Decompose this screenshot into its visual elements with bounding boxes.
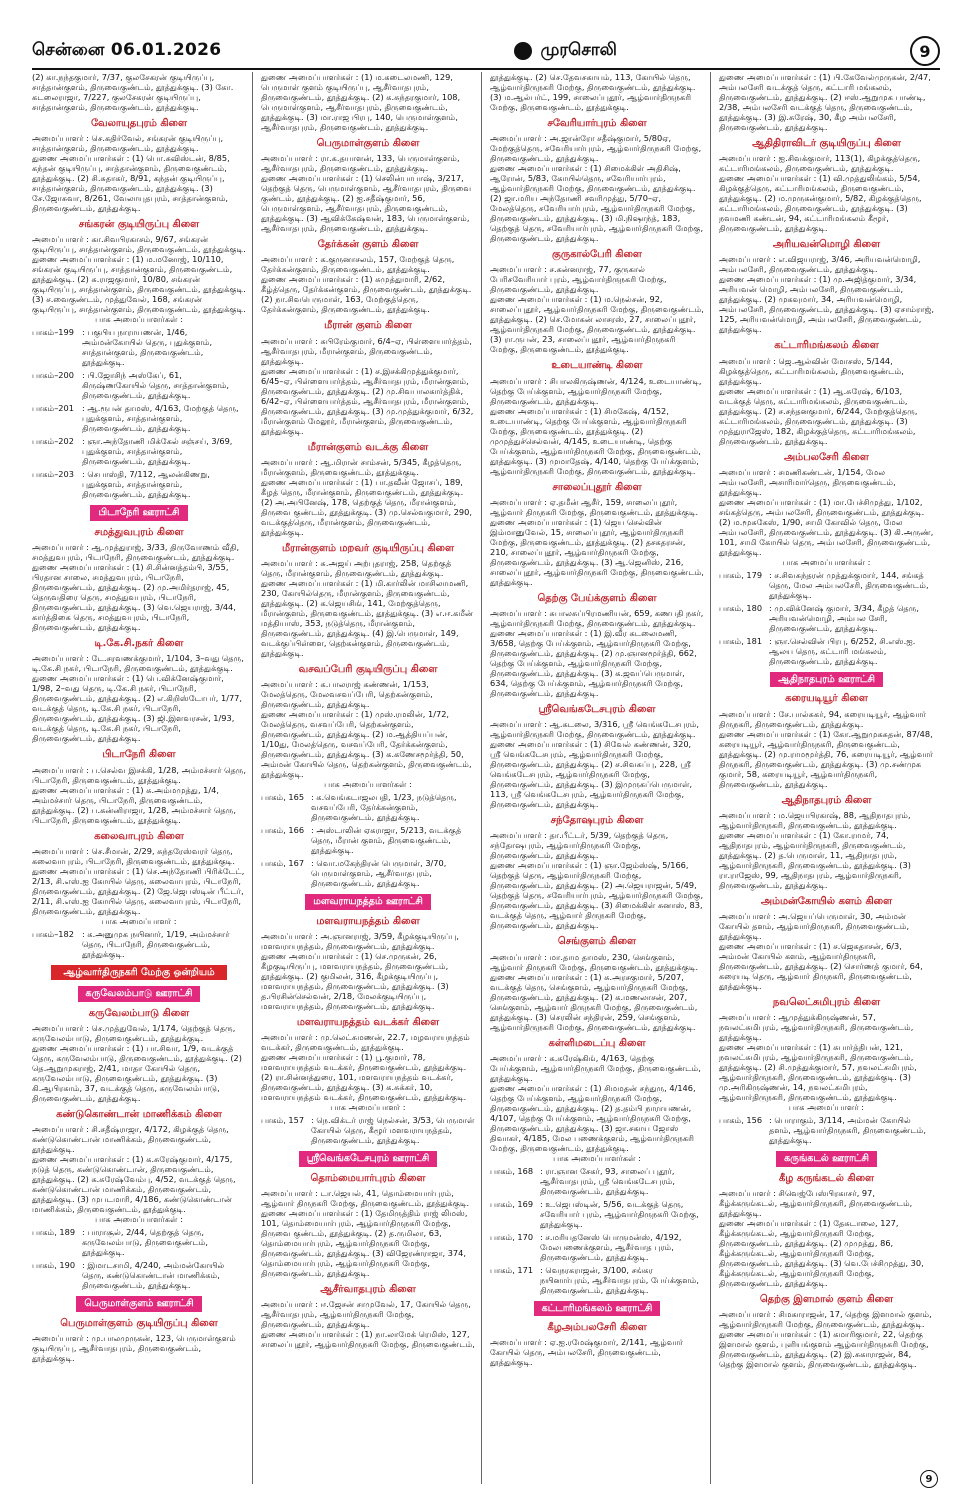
branch-heading: தெற்கு இளமால் குளம் கிளை (759, 1293, 894, 1305)
branch-heading: கள்ளிமடைப்பு கிளை (548, 1037, 646, 1049)
branch-heading: மளவராயநத்தம் வடக்கர் கிளை (296, 1016, 440, 1028)
branch-heading: சங்கரன் குடியிருப்பு கிளை (78, 219, 200, 231)
organizer-entry: துணை அமைப்பாளர்கள் : (1) பா.தவீன் ஜோசப், 189, கீழத் தெரு, மீரான்குளம், திருவைகுண்டம், தூத்துக்குடி. (2) அ.அபினேஷ், 178, தெற்குத் தெரு, மீரான்குளம், திருவை குண்டம், தூத்துக்குடி. (3) மு.செல்வகுமார், 290, வடக்குத்தெரு, மீரான்குளம், திருவைகுண்டம், தூத்துக்குடி. (261, 476, 472, 537)
organizer-entry: அமைப்பாளர் : செ.சீமான், 2/29, சுந்தரேஸ்வரர் தெரு, கலைவாபுரம், பிடாநேரி, திருவைகுண்டம், தூத்துக்குடி. (32, 845, 235, 866)
booth-organizer: : உ.ஜெபஸ்டின், 5/56, வடக்குத் தெரு, சவேரியார் புரம், ஆழ்வார்திருநகரி மேற்கு, தூத்துக்குடி. (540, 1198, 699, 1229)
organizer-entry: அமைப்பாளர் : மு.லெட்சுமணன், 22.7, மழவராயநத்தம் வடக்கர், திருவைகுண்டம், தூத்துக்குடி. (261, 1032, 470, 1053)
panchayat-banner (32, 986, 246, 1002)
branch-heading: ஆசீர்வாதபுரம் கிளை (320, 1283, 416, 1295)
branch-heading: தேர்க்கன் குளம் கிளை (317, 239, 419, 251)
booth-section-label: பாக அமைப்பாளர் : (330, 1102, 406, 1113)
organizer-entry: துணை அமைப்பாளர்கள் : (1) ம.மனோஜ், 10/110, சங்கரன் குடியிருப்பு, சாத்தான்குளம், திருவைகுண்டம், தூத்துக்குடி. (2) சு.ராஜகுமார், 10/80, சங்கரன் குடியிருப்பு, சாத்தான்குளம், திருவைகுண்டம், தூத்துக்குடி. (3) ச.வைகுண்டம், முத்துவேல், 168, சங்கரன் குடியிருப்பு, சாத்தான்குளம், திருவைகுண்டம், தூத்துக்குடி. (32, 254, 246, 315)
organizer-entry: அமைப்பாளர் : செ.முத்துவேல், 1/174, தெற்குத் தெரு, கருவேலம்பாடு, திருவைகுண்டம், தூத்துக்குடி. (32, 1023, 236, 1044)
booth-entry (719, 1115, 934, 1145)
booth-entry (32, 1260, 246, 1290)
organizer-entry: அமைப்பாளர் : மு.பாலமுருகன், 123, பெருமாள்குளம் குடியிருப்பு, ஆசீர்வாதபுரம், திருவைகுண்டம், தூத்துக்குடி. (32, 1333, 236, 1363)
column-4 (719, 72, 940, 1484)
banner-label: மளவராயநத்தம் ஊராட்சி (305, 894, 431, 910)
banner-label: பெருமாள்குளம் ஊராட்சி (76, 1296, 201, 1312)
organizer-entry: துணை அமைப்பாளர்கள் : (1) சிவேல் கண்ணன், 320, ஸ்ரீ வெங்கடேசபுரம், ஆழ்வார்திருநகரி மேற்கு, திருவைகுண்டம், தூத்துக்குடி. (2) ச.சிவசுப்பு, 228, ஸ்ரீ வெங்கடேசபுரம், ஆழ்வார்திருநகரி மேற்கு, திருவைகுண்டம், தூத்துக்குடி. (3) இமுருகப்பெருமாள், 113, ஸ்ரீ வெங்கடேசபுரம், ஆழ்வார்திருநகரி மேற்கு, திருவைகுண்டம், தூத்துக்குடி. (490, 739, 693, 810)
organizer-entry: அமைப்பாளர் : தா.பீட்டர், 5/39, தெற்குத் தெரு, சந்தோஷபுரம், ஆழ்வார்திருநகரி மேற்கு, திருவைகுண்டம், தூத்துக்குடி. (490, 830, 669, 861)
booth-section-label: பாக அமைப்பாளர்கள் : (324, 779, 412, 790)
booth-number: பாகம், 167 (261, 858, 305, 869)
organizer-entry: துணை அமைப்பாளர்கள் : (1) சு.அம்மமுத்து, 1/4, அம்மச்சார் தெரு, பிடாநேரி, திருவைகுண்டம், தூத்துக்குடி. (2) ப.கன்னிராஜா, 1/28, அம்மச்சார் தெரு, பிடாநேரி, திருவைகுண்டம், தூத்துக்குடி. (32, 784, 236, 825)
booth-entry (719, 570, 934, 600)
booth-section-label: பாக அமைப்பாளர்கள் : (553, 1152, 641, 1163)
booth-organizer: : க.வெங்கடாஜலபதி, 1/23, நடுத்தெரு, வசவப்பேரி, தேர்க்கன்குளம், திருவைகுண்டம், தூத்துக்குடி. (311, 792, 457, 823)
organizer-entry: அமைப்பாளர் : டா.ஜெயல், 41, தொம்மையார்புரம், ஆழ்வார் திருநகரி மேற்கு, திருவைகுண்டம், தூத்துக்குடி. (261, 1187, 470, 1208)
banner-label: பிடாநேரி ஊராட்சி (90, 505, 187, 521)
organizer-entry: துணை அமைப்பாளர்கள் : (1) கோ.ஆறுமுகசுதன், 87/48, கரையடியூர், ஆழ்வார்திருநகரி, திருவைகுண்டம், தூத்துக்குடி. (2) மு.ராமமூர்த்தி, 76, கரையடியூர், ஆழ்வார் திருநகரி, திருவைகுண்டம், தூத்துக்குடி. (3) மு.சண்முக குமார், 58, கரையடியூர், ஆழ்வார்திருநகரி, திருவைகுண்டம், தூத்துக்குடி. (719, 728, 934, 789)
paper-logo-icon (514, 42, 532, 60)
booth-entry (490, 1166, 704, 1196)
column-2 (261, 72, 482, 1484)
booth-entry (32, 929, 246, 959)
booth-organizer: : அஸ்டாலின் ஏகராஜா, 5/213, வடக்குத் தெரு, மீரான் குளம், திருவைகுண்டம், தூத்துக்குடி. (311, 825, 462, 856)
booth-entry (32, 1227, 246, 1257)
organizer-entry: அமைப்பாளர் : க.பாலராஜ் கண்ணன், 1/153, மேலத்தெரு, மேலவசவப்பேரி, தெற்கன்குளம், திருவைகுண்டம், தூத்துக்குடி. (261, 679, 433, 710)
branch-heading: தொம்மையார்புரம் கிளை (310, 1172, 426, 1184)
organizer-entry: துணை அமைப்பாளர்கள் : (1) சிமமதன் சந்துரு, 4/146, தெற்கு பேய்க்குளம், ஆழ்வார்திருநகரி மேற்கு, திருவைகுண்டம், தூத்துக்குடி. (2) த.தம்பி நாராயணன், 4/107, தெற்கு பேய்க்குளம், ஆழ்வார்திருநகரி மேற்கு, திருவைகுண்டம், தூத்துக்குடி. (3) ஜா.சகாய ஜோஸ் திவாகர், 4/185, மேல பணைக்குளம், ஆழ்வார்திருநகரி மேற்கு, திருவைகுண்டம், தூத்துக்குடி. (490, 1082, 696, 1153)
organizer-entry: துணை அமைப்பாளர்கள் : (1) சு.அரசகுமார், 5/207, வடக்குத் தெரு, செங்குளம், ஆழ்வார்திருநகரி மேற்கு, திருவைகுண்டம், தூத்துக்குடி. (2) க.மணலாசன், 207, செங்குளம், ஆழ்வார் திருநகரி மேற்கு, திருவைகுண்டம், தூத்துக்குடி. (3) செரலின் சந்திரன், 259, செங்குளம், ஆழ்வார்திருநகரி மேற்கு, திருவைகுண்டம், தூத்துக்குடி. (490, 971, 698, 1032)
panchayat-banner (261, 894, 475, 910)
organizer-entry: அமைப்பாளர் : சிமகாராஜன், 17, தெற்கு இளமால் குளம், ஆழ்வார்திருநகரி மேற்கு, திருவைகுண்டம், தூத்துக்குடி. (719, 1309, 932, 1330)
booth-organizer: : நெ.விக்டர் ராஜ் நெல்சன், 3/53, பெருமாள் கோயில் தெரு, கீழூர் மளவராயநத்தம், திருவைகுண்டம், தூத்துக்குடி. (311, 1115, 475, 1146)
organizer-entry: துணை அமைப்பாளர்கள் : (1) தேமிருத்திம் ராஜ் லிமஸ், 101, தொம்மையார்புரம், ஆழ்வார்திருநகரி மேற்கு, திருவை குண்டம், தூத்துக்குடி. (2) த.ருமிலா, 63, தொம்மையார்புரம், ஆழ்வார்திருநகரி மேற்கு, திருவைகுண்டம், தூத்துக்குடி. (3) விஜேரண்ராஜா, 374, தொம்மையார்புரம், ஆழ்வார்திருநகரி மேற்கு, திருவைகுண்டம், தூத்துக்குடி. (261, 1207, 468, 1278)
branch-heading: அரியவன்மொழி கிளை (772, 239, 881, 251)
organizer-entry: துணை அமைப்பாளர்கள் : (1) செ.அந்தோணி பிரிக்டேட், 2/13, சி.எஸ்.ஐ கோயில் தெரு, கலைவாபுரம், பிடாநேரி, திருவைகுண்டம், தூத்துக்குடி. (2) ஜே.ஜெபஸ்டின் பீட்டர், 2/11, சி.எஸ்.ஐ கோயில் தெரு, கலைவாபுரம், பிடாநேரி, திருவைகுண்டம், தூத்துக்குடி. (32, 865, 245, 916)
branch-heading: கீழ கருங்கடல் கிளை (778, 1172, 875, 1184)
booth-number: பாகம், 157 (261, 1115, 305, 1126)
organizer-entry: துணை அமைப்பாளர்கள் : (1) பா.சிவா, 1/9, வடக்குத் தெரு, கருவேலம்பாடு, திருவைகுண்டம், தூத்துக்குடி. (2) தெ.ஆறுமுகராஜ், 2/41, மாதா கோயில் தெரு, கருவேலம்பாடு, திருவைகுண்டம், தூத்துக்குடி. (3) கி.ஆபிரகாம், 37, வடக்குத் தெரு, கருவேலம்பாடு, திருவைகுண்டம், தூத்துக்குடி. (32, 1043, 242, 1104)
organizer-entry: அமைப்பாளர் : சமணிகண்டன், 1/154, மேல அம்பலசேரி, அசாரிமார்தெரு, திருவைகுண்டம், தூத்துக்குடி. (719, 466, 896, 497)
branch-heading: பிடாநேரி கிளை (102, 749, 176, 761)
organizer-entry: துணை அமைப்பாளர்கள் : (1) கமாரிகுமார், 22, தெற்கு இளமால் குளம், புளியங்குளம் ஆழ்வார்திருநகரி மேற்கு, திருவைகுண்டம், தூத்துக்குடி. (2) இ.சுகாராஜன், 84, தெற்கு இளமால் குளம், திருவைகுண்டம், தூத்துக்குடி. (719, 1329, 929, 1370)
booth-entry (719, 636, 934, 666)
booth-number: பாகம், 169 (490, 1198, 534, 1209)
panchayat-banner (719, 1151, 934, 1167)
banner-label: ஆதிநாதபுரம் ஊராட்சி (770, 672, 883, 688)
booth-number: பாகம், 190 (32, 1260, 76, 1271)
booth-entry (32, 436, 246, 466)
branch-heading: கரையடியூர் கிளை (785, 693, 868, 705)
branch-heading: கருவேலம்பாடு கிளை (88, 1007, 190, 1019)
branch-heading: மீரான்குளம் மறவர் குடியிருப்பு கிளை (281, 542, 455, 554)
organizer-entry: துணை அமைப்பாளர்கள் : (1) தேசுடாலை, 127, கீழ்க்கருங்கடல், ஆழ்வார்திருநகரி மேற்கு, திருவைகுண்டம், தூத்துக்குடி. (2) முமுத்து, 86, கீழ்க்கருங்கடல், ஆழ்வார்திருநகரி மேற்கு, திருவைகுண்டம், தூத்துக்குடி. (3) வெ.பேச்சிமுத்து, 30, கீழ்க்கருங்கடல், ஆழ்வார்திருநகரி மேற்கு, திருவைகுண்டம், தூத்துக்குடி. (719, 1217, 924, 1288)
organizer-entry: அமைப்பாளர் : ச.கன்னராஜ், 77, குருகால் பேரிசவேரியார் புரம், ஆழ்வார்திருநகரி மேற்கு, திருவைகுண்டம், தூத்துக்குடி. (490, 264, 667, 295)
booth-number: பாகம்–200 (32, 370, 74, 381)
branch-heading: மீரான்குளம் வடக்கு கிளை (307, 441, 429, 453)
banner-label: ஆழ்வார்திருநகரி மேற்கு ஒன்றியம் (51, 965, 226, 981)
booth-number: பாகம், 168 (490, 1165, 534, 1176)
booth-number: பாகம்–203 (32, 469, 74, 480)
booth-organizer: : பி.ஜோசிந் அஸ்கேப், 61, கிருஷ்ணகோயில் தெரு, சாத்தான்குளம், திருவைகுண்டம், தூத்துக்குடி. (82, 370, 230, 401)
organizer-entry: துணை அமைப்பாளர்கள் : (1) இ.வீர கடலைமணி, 3/658, தெற்கு பேய்க்குளம், ஆழ்வார்திருநகரி மேற்கு, திருவைகுண்டம், தூத்துக்குடி. (2) மு.ஞானமூர்த்தி, 662, தெற்கு பேய்க்குளம், ஆழ்வார்திருநகரி மேற்கு, திருவைகுண்டம், தூத்துக்குடி. (3) க.ஜவப்பெருமாள், 634, தெற்கு பேய்க்குளம், ஆழ்வார்திருநகரி மேற்கு, திருவைகுண்டம், தூத்துக்குடி. (490, 627, 697, 698)
branch-heading: பெருமாள்குளம் குடியிருப்பு கிளை (60, 1317, 218, 1329)
booth-entry (261, 792, 475, 822)
organizer-entry: அமைப்பாளர் : ரா.க.தயாளன், 133, பெருமாள்குளம், ஆசீர்வாதபுரம், திருவைகுண்டம், தூத்துக்குடி. (261, 153, 460, 174)
branch-heading: நவலெட்சுமிபுரம் கிளை (772, 996, 881, 1008)
organizer-entry: துணை அமைப்பாளர்கள் : (1) மா.பேச்சிமுத்து, 1/102, சங்கத்தெரு, அம்பலசேரி, திருவைகுண்டம், தூத்துக்குடி. (2) ம.மூசுகேஸ், 1/90, சாமி கோவில் தெரு, மேல அம்பலசேரி, திருவைகுண்டம், தூத்துக்குடி. (3) கி.அருண், 101, சாமி கோயில் தெரு, அம்பலசேரி, திருவைகுண்டம், தூத்துக்குடி. (719, 496, 934, 557)
article-columns (32, 72, 940, 1484)
footer-page-number: 9 (920, 1470, 938, 1488)
organizer-entry: அமைப்பாளர் : மா.தாம தாமஸ், 230, செங்குளம், ஆழ்வார் திருநகரி மேற்கு, திருவைகுண்டம், தூத்துக்குடி. (490, 951, 699, 972)
organizer-entry: அமைப்பாளர் : சிபாலகிருஷ்ணன், 4/124, உடையாண்டி, தெற்கு பேய்க்குளம், ஆழ்வார்திருநகரி மேற்கு, திருவைகுண்டம், தூத்துக்குடி. (490, 375, 702, 406)
organizer-entry: துணை அமைப்பாளர்கள் : (1) செ.முருகன், 26, கீழகுடியிருப்பு, மளவராயநத்தம், திருவைகுண்டம், தூத்துக்குடி. (2) குமிலன், 316, கீழக்குடியிருப்பு, மளவராயநத்தம், திருவைகுண்டம், தூத்துக்குடி. (3) த.பிரசின்செல்வன், 2/18, மேலக்குடியிருப்பு, மளவராயநத்தம், திருவைகுண்டம், தூத்துக்குடி. (261, 950, 449, 1011)
branch-heading: அம்பலசேரி கிளை (784, 451, 869, 463)
paper-brand (514, 40, 617, 62)
booth-entry (719, 603, 934, 633)
organizer-entry: துணை அமைப்பாளர்கள் : (1) ம.கடைலமணி, 129, பெருமாள் குளம் குடியிருப்பு, ஆசீர்வாதபுரம், திருவைகுண்டம், தூத்துக்குடி. (2) க.சுந்தரகுமார், 108, பெருமாள்குளம், ஆசீர்வாதபுரம், திருவைகுண்டம், தூத்துக்குடி. (3) மா.ராஜ பிரபு, 140, பெருமாள்குளம், ஆசீர்வாதபுரம், திருவைகுண்டம், தூத்துக்குடி. (261, 72, 461, 132)
organizer-entry: அமைப்பாளர் : ஆ.கடலை, 3/316, ஸ்ரீ வெங்கடேசபுரம், ஆழ்வார்திருநகரி மேற்கு, திருவைகுண்டம், தூத்துக்குடி. (490, 719, 700, 740)
booth-entry (490, 1265, 704, 1295)
city-date: சென்னை 06.01.2026 (32, 40, 222, 60)
branch-heading: தெற்கு பேய்க்குளம் கிளை (537, 592, 657, 604)
branch-heading: சந்தோஷபுரம் கிளை (550, 815, 644, 827)
panchayat-banner (719, 672, 934, 688)
organizer-entry: அமைப்பாளர் : டே.சரவணக்குமார், 1/104, 3–வது தெரு, டி.கே.சி நகர், பிடாநேரி, திருவைகுண்டம், தூத்துக்குடி. (32, 653, 244, 674)
booth-section-label: பாக அமைப்பாளர்கள் : (95, 314, 183, 325)
organizer-entry: அமைப்பாளர் : சே.பால்சுகர், 94, கரையடியூர், ஆழ்வார் திருநகரி, திருவைகுண்டம், தூத்துக்குடி. (719, 708, 927, 729)
branch-heading: வேலாயுதபுரம் கிளை (90, 118, 188, 129)
booth-number: பாகம்–182 (32, 928, 74, 939)
organizer-entry: துணை அமைப்பாளர்கள் : (1) ஞா.ஜேம்ஸ்ஷ், 5/166, தெற்குத் தெரு, ஆழ்வார்திருநகரி மேற்கு, திருவைகுண்டம், தூத்துக்குடி. (2) அ.ஜெயராஜன், 5/49, தெற்குத் தெரு, சவேரியார்புரம், ஆழ்வார்திருநகரி மேற்கு, திருவைகுண்டம், தூத்துக்குடி. (3) சிமைக்கிள் சுனாஸ், 83, வடக்குத் தெரு, ஆழ்வார் திருநகரி மேற்கு, திருவைகுண்டம், தூத்துக்குடி. (490, 860, 704, 931)
organizer-entry: அமைப்பாளர் : ஏ.ஐ.ரமேஷ்குமார், 2/141, ஆழ்வார் கோயில் தெரு, அம்பலசேரி, திருவைகுண்டம், தூத்துக்குடி. (490, 1337, 684, 1368)
panchayat-banner (32, 505, 246, 521)
organizer-entry: துணை அமைப்பாளர்கள் : (1) சி.சின்னத்தம்பி, 3/55, பிரதான சாலை, சமத்துவபுரம், பிடாநேரி, திருவைகுண்டம், தூத்துக்குடி. (2) மு.அமிர்தராஜ், 45, தெருவதிரை தெரு, சமத்துவபுரம், பிடாநேரி, திருவைகுண்டம், தூத்துக்குடி. (3) வெ.ஜெயராஜ், 3/44, கார்த்திகை தெரு, சமத்துவபுரம், பிடாநேரி, திருவைகுண்டம், தூத்துக்குடி. (32, 562, 236, 633)
booth-entry (261, 1115, 475, 1145)
branch-heading: கீழஅம்பலசேரி கிளை (547, 1322, 647, 1334)
banner-label: கருவேலம்பாடு ஊராட்சி (78, 986, 201, 1002)
booth-organizer: : ஞா.அந்தோணி மிக்கேல் சஞ்சய், 3/69, புதுக்குளம், சாத்தான்குளம், திருவைகுண்டம், தூத்துக்குடி. (82, 436, 233, 467)
booth-entry (261, 825, 475, 855)
branch-heading: டி.கே.சி.நகர் கிளை (94, 638, 184, 650)
booth-entry (32, 469, 246, 499)
branch-heading: செங்குளம் கிளை (557, 936, 637, 948)
panchayat-banner (261, 1151, 475, 1167)
booth-entry (32, 327, 246, 367)
booth-entry (32, 370, 246, 400)
organizer-entry: துணை அமைப்பாளர்கள் : (1) க.சுரேஷ்குமார், 4/175, நடுத் தெரு, கண்டுகொண்டான், திருவைகுண்டம், தூத்துக்குடி. (2) க.சுரேஷ்வேம்பு, 4/52, வடக்குத் தெரு, கண்டுகொண்டான் மாணிக்கம், திருவைகுண்டம், தூத்துக்குடி. (3) முபடமாரி, 4/186, கண்டுகொண்டான் மாணிக்கம், திருவைகுண்டம், தூத்துக்குடி. (32, 1154, 236, 1215)
organizer-entry: துணை அமைப்பாளர்கள் : (1) ச.இசக்கிமுத்துக்குமார், 6/45–ஏ, பிள்ளையார்த்தம், ஆசீர்வாதபுரம், மீரான்குளம், திருவைகுண்டம், தூத்துக்குடி. (2) மு.சிவபாலகார்த்திக், 6/42–ஏ, பிள்ளையார்த்தம், ஆசீர்வாதபுரம், மீரான்குளம், திருவைகுண்டம், தூத்துக்குடி. (3) மு.முத்துக்குமார், 6/32, மீரான்குளம் மேலூர், மீரான்குளம், திருவைகுண்டம், தூத்துக்குடி. (261, 365, 474, 436)
booth-number: பாகம், 171 (490, 1264, 534, 1275)
booth-organizer: : இமாடசாமி, 4/240, அம்மன்கோயில் தெரு, கண்டுகொண்டான் மாணிக்கம், திருவைகுண்டம், தூத்துக்குடி. (82, 1260, 225, 1291)
organizer-entry: துணை அமைப்பாளர்கள் : (1) செலின்பாபாஷ், 3/217, தெற்குத் தெரு, பெருமாள்குளம், ஆசீர்வாதபுரம், திருவை குண்டம், தூத்துக்குடி. (2) ஐ.சதீஷ்குமார், 56, பெருமாள்குளம், ஆசீர்வாதபுரம், திருவைகுண்டம், தூத்துக்குடி. (3) ஆவிக்கேஷ்வன், 183, பெருமாள்குளம், ஆசீர்வாதபுரம், திருவைகுண்டம், தூத்துக்குடி. (261, 173, 472, 234)
booth-organizer: : வெநரகராஜன், 3/100, சங்கர நயினார்புரம், ஆசீர்வாதபுரம், பேய்க்குளம், திருவைகுண்டம், தூத்துக்குடி. (540, 1264, 699, 1295)
organizer-entry: அமைப்பாளர் : ஜெ.ஆல்வின் மோசஸ், 5/144, கிழக்குத்தெரு, கட்டாரிமங்கலம், திருவைகுண்டம், தூத்துக்குடி. (719, 355, 904, 386)
organizer-entry: துணை அமைப்பாளர்கள் : (1) பொ.சுவிஸ்டன், 8/85, கந்தன் குடியிருப்பு, சாத்தான்குளம், திருவைகுண்டம், தூத்துக்குடி. (2) சி.சுதாகர், 8/91, கந்தன் குடியிருப்பு, சாத்தான்குளம், திருவைகுண்டம், தூத்துக்குடி. (3) சே.ஜோசுவா, 8/261, வேலாயுதபுரம், சாத்தான்குளம், திருவைகுண்டம், தூத்துக்குடி. (32, 153, 230, 214)
booth-organizer: : ச.மரியதனேஸ் பொருமன்ஸ், 4/192, மேலபணைக்குளம், ஆசீர்வாத புரம், திருவைகுண்டம், தூத்துக்குடி. (540, 1231, 682, 1262)
branch-heading: ஆதிதிராவிடர் குடியிருப்பு கிளை (752, 138, 901, 149)
booth-number: பாகம்–199 (32, 327, 74, 338)
booth-entry (490, 1199, 704, 1229)
organizer-entry: துணை அமைப்பாளர்கள் : (1) ம.நெல்சன், 92, சாலைப்புதூர், ஆழ்வார்திருநகரி மேற்கு, திருவைகுண்டம், தூத்துக்குடி. (2) செ.மோகன் லாசரஸ், 27, சாலைப்புதூர், ஆழ்வார்திருநகரி மேற்கு, திருவைகுண்டம், தூத்துக்குடி. (3) ரா.ருபன், 23, சாலைப்புதூர், ஆழ்வார்திருநகரி மேற்கு, திருவைகுண்டம், தூத்துக்குடி. (490, 294, 704, 355)
organizer-entry: துணை அமைப்பாளர்கள் : (1) ச.ஜெகதாசன், 6/3, அம்மன் கோயில் களம், ஆழ்வார்திருநகரி, திருவைகுண்டம், தூத்துக்குடி. (2) சொர்ணத் குமார், 64, கரையடி தெரு, ஆழ்வார் திருநகரி, திருவைகுண்டம், தூத்துக்குடி. (719, 940, 923, 991)
banner-label: ஸ்ரீவெங்கடேசபுரம் ஊராட்சி (299, 1151, 438, 1167)
branch-heading: கலைவாபுரம் கிளை (94, 830, 184, 842)
organizer-entry: துணை அமைப்பாளர்கள் : (1) நா.லாமேக் ரெமிஸ், 127, சாலைப்புதூர், ஆழ்வார்திருநகரி மேற்கு, திருவைகுண்டம், (261, 1329, 475, 1350)
booth-number: பாகம்–201 (32, 403, 74, 414)
union-banner (32, 965, 246, 981)
organizer-entry: அமைப்பாளர் : எ.விஜயராஜ், 3/46, அரியவன்மொழி, அம்பலசேரி, திருவைகுண்டம், தூத்துக்குடி. (719, 254, 921, 275)
organizer-entry: அமைப்பாளர் : க.சுரேஷ்கிங், 4/163, தெற்கு பேய்க்குளம், ஆழ்வார்திருநகரி மேற்கு, திருவைகுண்டம், தூத்துக்குடி. (490, 1052, 701, 1083)
paper-name: முரசொலி (540, 40, 617, 60)
branch-heading: ஆதிநாதபுரம் கிளை (781, 794, 872, 806)
booth-number: பாகம், 170 (490, 1231, 534, 1242)
booth-number: பாகம், 166 (261, 825, 305, 836)
organizer-entry: அமைப்பாளர் : ஏ.தமீன் ஆசீர், 159, சாலைப்புதூர், ஆழ்வார் திருநகரி மேற்கு, திருவைகுண்டம், தூத்துக்குடி. (490, 496, 699, 517)
panchayat-banner (32, 1296, 246, 1312)
branch-heading: வசவப்பேரி குடியிருப்பு கிளை (298, 663, 438, 675)
organizer-entry: அமைப்பாளர் : அ.ஜான்ரோ சதீஷ்குமார், 5/80ஏ, மேற்குத்தெரு, சவேரியார்புரம், ஆழ்வார்திருநகரி மேற்கு, திருவைகுண்டம், தூத்துக்குடி. (490, 133, 702, 164)
booth-number: பாகம், 181 (719, 635, 763, 646)
column-1 (32, 72, 253, 1484)
organizer-entry: துணை அமைப்பாளர்கள் : (1) மி.கார்லின் மாசிலாமணி, 230, கோயில்தெரு, மீரான்குளம், திருவைகுண்டம், தூத்துக்குடி. (2) க.ஜெயசிங், 141, மேற்குத்தெரு, மீரான்குளம், திருவைகுண்டம், தூத்துக்குடி. (3) எ.ஈ.கமீன் மத்தியாஸ், 353, நடுத்தெரு, மீரான்குளம், திருவைகுண்டம், தூத்துக்குடி. (4) இ.பெருமாள், 149, வடக்குப்பிள்ளை, தெற்கன்குளம், திருவைகுண்டம், தூத்துக்குடி. (261, 577, 473, 658)
organizer-entry: அமைப்பாளர் : க.குருனாசலம், 157, மேற்குத் தெரு, தேர்க்கன்குளம், திருவைகுண்டம், தூத்துக்குடி. (261, 254, 455, 275)
branch-heading: குருகால்பேரி கிளை (552, 249, 642, 261)
booth-number: பாகம், 179 (719, 569, 763, 580)
booth-organizer: : க.அனுமுக நயினார், 1/19, அம்மச்சார் தெரு, பிடாநேரி, திருவைகுண்டம், தூத்துக்குடி. (82, 928, 230, 959)
branch-heading: கண்டுகொண்டான் மாணிக்கம் கிளை (56, 1109, 222, 1121)
branch-heading: சாலைப்புதூர் கிளை (552, 481, 642, 493)
organizer-entry: துணை அமைப்பாளர்கள் : (1) ஜெய செல்வின் இம்மானுவேல், 15, சாலைப்புதூர், ஆழ்வார்திருநகரி மேற்கு, திருவைகுண்டம், தூத்துக்குடி. (2) தசகதரசன், 210, சாலைப்புதூர், ஆழ்வார்திருநகரி மேற்கு, திருவைகுண்டம், தூத்துக்குடி. (3) ஆ.ஜெனிஸ், 216, சாலைப்புதூர், ஆழ்வார்திருநகரி மேற்கு, திருவைகுண்டம், தூத்துக்குடி. (490, 516, 704, 587)
booth-organizer: : வொ.மகேந்திரன் பெருமாள், 3/70, பெருமாள்குளம், ஆசீர்வாதபுரம், திருவைகுண்டம், தூத்துக்குடி. (311, 858, 447, 889)
organizer-entry: அமைப்பாளர் : ஆமுத்துக்கிருஷ்ணன், 57, நவலட்சுமிபுரம், ஆழ்வார்திருநகரி, திருவைகுண்டம், தூத்துக்குடி. (719, 1012, 914, 1043)
masthead (32, 36, 940, 66)
organizer-entry: அமைப்பாளர் : ஆ.முத்துராஜ், 3/33, திருவோணம் வீதி, சமத்துவபுரம், பிடாநேரி, திருவைகுண்டம், தூத்துக்குடி. (32, 542, 240, 563)
booth-organizer: : பகுபிய நாராயணன், 1/46, அம்மன்கோயில் தெரு, புதுக்குளம், சாத்தான்குளம், திருவைகுண்டம், தூத்துக்குடி. (82, 327, 213, 368)
organizer-entry: அமைப்பாளர் : சிவெஜ்பேஸ்பிரகாசர், 97, கீழ்க்கருங்கடல், ஆழ்வார்திருநகரி, திருவைகுண்டம், தூத்துக்குடி. (719, 1187, 913, 1218)
organizer-entry: அமைப்பாளர் : அ.ஜெயப்பெருமாள், 30, அம்மன் கோயில் தளம், ஆழ்வார்திருநகரி, திருவைகுண்டம், தூத்துக்குடி. (719, 910, 910, 941)
banner-label: கருங்கடல் ஊராட்சி (776, 1151, 877, 1167)
branch-heading: சவேரியார்புரம் கிளை (547, 118, 647, 129)
booth-organizer: : ச.சிவசுந்தரன் முத்துக்குமார், 144, சங்கத் தெரு, மேல அம்பலசேரி, திருவைகுண்டம், தூத்துக்குடி. (769, 569, 929, 600)
booth-entry (32, 403, 246, 433)
organizer-entry: அமைப்பாளர் : ப.செல்வ இசக்கி, 1/28, அம்மச்சார் தெரு, பிடாநேரி, திருவைகுண்டம், தூத்துக்குடி. (32, 764, 246, 785)
booth-entry (261, 858, 475, 888)
organizer-entry: அமைப்பாளர் : சுபிரேம்குமார், 6/4–ஏ, பிள்ளையார்த்தம், ஆசீர்வாதபுரம், மீரான்குளம், திருவைகுண்டம், தூத்துக்குடி. (261, 335, 472, 366)
organizer-entry: அமைப்பாளர் : ம.ஜெயபிரகாஷ், 88, ஆதிநாதபுரம், ஆழ்வார்திருநகரி, திருவைகுண்டம், தூத்துக்குடி. (719, 809, 911, 830)
organizer-entry: துணை அமைப்பாளர்கள் : (1) சிமைக்கிள் அதிசிஷ், ஆரோன், 5/83, கோயில்தெரு, சவேரியார்புரம், ஆழ்வார்திருநகரி மேற்கு, திருவைகுண்டம், தூத்துக்குடி. (2) ஜா.மரிய அந்தோணி சவரிமுத்து, 5/70–ஏ, மேலத்தெரு, சவேரியார்புரம், ஆழ்வார்திருநகரி மேற்கு, திருவைகுண்டம், தூத்துக்குடி. (3) மி.நிஷாந்த், 183, தெற்குத் தெரு, சவேரியார்புரம், ஆழ்வார்திருநகரி மேற்கு, திருவைகுண்டம், தூத்துக்குடி. (490, 163, 704, 244)
organizer-entry: துணை அமைப்பாளர்கள் : (1) சுமுத்துமாரி, 2/62, கீழ்த்தெரு, தேர்க்கன்குளம், திருவைகுண்டம், தூத்துக்குடி. (2) நா.சிவபெருமாள், 163, மேற்குத்தெரு, தேர்க்கன்குளம், திருவைகுண்டம், தூத்துக்குடி. (261, 274, 472, 315)
booth-section-label: பாக அமைப்பாளர் : (788, 1102, 865, 1113)
booth-organizer: : ஞா.செல்வின் பிரபு, 6/252, சி.எஸ்.ஐ. ஆலய தெரு, கட்டாரி மங்கலம், திருவைகுண்டம், தூத்துக்குடி. (769, 635, 916, 666)
booth-entry (490, 1232, 704, 1262)
branch-heading: உடையாண்டி கிளை (551, 360, 643, 372)
masthead-rule (32, 68, 940, 70)
organizer-entry: (2) கா.நந்தகுமார், 7/37, குலசேகரன் குடியிருப்பு, சாத்தான்குளம், திருவைகுண்டம், தூத்துக்குடி. (3) கோ. கடலைராஜா, 7/227, குலசேகரன் குடியிருப்பு, சாத்தான்குளம், திருவைகுண்டம், தூத்துக்குடி. (32, 72, 234, 112)
organizer-entry: துணை அமைப்பாளர்கள் : (1) சிமகேஷ், 4/152, உடையாண்டி, தெற்கு பேய்க்குளம், ஆழ்வார்திருநகரி மேற்கு, திருவைகுண்டம், தூத்துக்குடி. (2) முமுத்துச்செல்வன், 4/145, உடையாண்டி, தெற்கு பேய்க்குளம், ஆழ்வார்திருநகரி மேற்கு, திருவைகுண்டம், தூத்துக்குடி. (3) முமாதேஷ், 4/140, தெற்கு பேய்க்குளம், ஆழ்வார்திருநகரி மேற்கு, திருவைகுண்டம், தூத்துக்குடி. (490, 405, 701, 476)
organizer-entry: அமைப்பாளர் : செ.கதிர்வேல், சங்கரன் குடியிருப்பு, சாத்தான்குளம், திருவைகுண்டம், தூத்துக்குடி. (32, 133, 224, 154)
organizer-entry: அமைப்பாளர் : ஈ.ஜேசன் சாமுவேல், 17, கோயில் தெரு, ஆசீர்வாதபுரம், ஆழ்வார்திருநகரி மேற்கு, திருவைகுண்டம், தூத்துக்குடி. (261, 1299, 471, 1330)
organizer-entry: அமைப்பாளர் : ஐ.சிவக்குமார், 113(1), கிழக்குத்தெரு, கட்டாரிமங்கலம், திருவைகுண்டம், தூத்துக்குடி. (719, 153, 921, 174)
organizer-entry: அமைப்பாளர் : சுபாலசுப்பிரமணியன், 659, கணபதி நகர், ஆழ்வார்திருநகரி மேற்கு, திருவைகுண்டம், தூத்துக்குடி. (490, 607, 704, 628)
booth-section-label: பாக அமைப்பாளர் : (101, 915, 177, 926)
booth-organizer: : மு.விக்னேஷ் குமார், 3/34, கீழத் தெரு, அரியவன்மொழி, அம்பல சேரி, திருவைகுண்டம், தூத்துக்குடி. (769, 602, 919, 633)
organizer-entry: துணை அமைப்பாளர்கள் : (1) கோ.ராமர், 74, ஆதிநாதபுரம், ஆழ்வார்திருநகரி, திருவைகுண்டம், தூத்துக்குடி. (2) த.பெருமாள், 11, ஆதிநாதபுரம், ஆழ்வார்திருநகரி, திருவைகுண்டம், தூத்துக்குடி. (3) ரா.ராஜேஸ், 99, ஆதிநாதபுரம், ஆழ்வார்திருநகரி, திருவைகுண்டம், தூத்துக்குடி. (719, 829, 911, 890)
booth-organizer: : ஆ.ரூபன் தாமஸ், 4/163, மேற்குத் தெரு, புதுக்குளம், சாத்தான்குளம், திருவைகுண்டம், தூத்துக்குடி. (82, 403, 239, 434)
branch-heading: மளவராயநத்தம் கிளை (316, 915, 420, 927)
booth-number: பாகம், 156 (719, 1115, 763, 1126)
organizer-entry: துணை அமைப்பாளர்கள் : (1) சுபார்த்திபன், 121, நவலட்சுமிபுரம், ஆழ்வார்திருநகரி, திருவைகுண்டம், தூத்துக்குடி. (2) சி.முத்துக்குமார், 57, நவலட்சுமிபுரம், ஆழ்வார்திருநகரி, திருவைகுண்டம், தூத்துக்குடி. (3) மு.அரிகிருஷ்ணன், 14, நவலட்சுமிபுரம், ஆழ்வார்திருநகரி, திருவைகுண்டம், தூத்துக்குடி. (719, 1042, 917, 1103)
banner-label: கட்டாரிமங்கலம் ஊராட்சி (534, 1301, 661, 1317)
booth-organizer: : பொராகும், 3/114, அம்மன் கோயில் தளம், ஆழ்வார்திருநகரி, திருவைகுண்டம், தூத்துக்குடி. (769, 1115, 926, 1146)
organizer-entry: துணை அமைப்பாளர்கள் : (1) ஆ.சுரேஷ், 6/103, வடக்குத் தெரு, கட்டாரிமங்கலம், திருவைகுண்டம், தூத்துக்குடி. (2) ச.சந்தனகுமார், 6/244, மேற்குத்தெரு, கட்டாரிமங்கலம், திருவைகுண்டம், தூத்துக்குடி. (3) முத்துராஜேஸ், 182, கிழக்குத்தெரு, கட்டாரிமங்கலம், திருவைகுண்டம், தூத்துக்குடி. (719, 385, 918, 446)
organizer-entry: அமைப்பாளர் : சு.அஜய் அற்புதராஜ், 258, தெற்குத் தெரு, மீரான்குளம், திருவைகுண்டம், தூத்துக்குடி. (261, 557, 452, 578)
organizer-entry: அமைப்பாளர் : அ.ஞானராஜ், 3/59, கீழக்குடியிருப்பு, மளவராயநத்தம், திருவைகுண்டம், தூத்துக்குடி. (261, 930, 459, 951)
booth-number: பாகம், 189 (32, 1227, 76, 1238)
booth-section-label: பாக அமைப்பாளர்கள் : (782, 556, 871, 567)
branch-heading: பெருமாள்குளம் கிளை (316, 138, 420, 149)
branch-heading: மீரான் குளம் கிளை (324, 320, 412, 332)
booth-number: பாகம், 165 (261, 792, 305, 803)
booth-number: பாகம், 180 (719, 602, 763, 613)
organizer-entry: துணை அமைப்பாளர்கள் : (1) பி.கேவேல்முருகன், 2/47, அம்பலசேரி வடக்குத் தெரு, கட்டாரி மங்கலம், திருவைகுண்டம், தூத்துக்குடி. (2) ஈஸ்.ஆறுமுக பாண்டி, 2/38, அம்பலசேரி வடக்குத் தெரு, திருவைகுண்டம், தூத்துக்குடி. (3) இ.சுரேஷ், 30, கீழ அம்பலசேரி, திருவைகுண்டம், தூத்துக்குடி. (719, 72, 931, 132)
branch-heading: சமத்துவபுரம் கிளை (94, 526, 184, 538)
column-3 (490, 72, 711, 1484)
organizer-entry: துணை அமைப்பாளர்கள் : (1) பெ.விக்னேஷ்குமார், 1/98, 2–வது தெரு, டி.கே.சி நகர், பிடாநேரி, திருவைகுண்டம், தூத்துக்குடி. (2) எ.கிறிஸ்டோபர், 1/77, வடக்குத் தெரு, டி.கே.சி நகர், பிடாநேரி, திருவைகுண்டம், தூத்துக்குடி. (3) ஜி.இளவரசன், 1/93, வடக்குத் தெரு, டி.கே.சி நகர், பிடாநேரி, திருவைகுண்டம், தூத்துக்குடி. (32, 673, 242, 744)
organizer-entry: துணை அமைப்பாளர்கள் : (1) பூ.குமார், 78, மளவராயநத்தம் வடக்கர், திருவைகுண்டம், தூத்துக்குடி. (2) ரா.சின்னத்துரை, 101, மளவராயநத்தம் வடக்கர், திருவைகுண்டம், தூத்துக்குடி. (3) க.சுக்கர், 10, மளவராயநத்தம் வடக்கர், திருவைகுண்டம், தூத்துக்குடி. (261, 1052, 467, 1103)
booth-section-label: பாக அமைப்பாளர்கள் : (95, 1214, 183, 1225)
branch-heading: கட்டாரிமங்கலம் கிளை (774, 340, 879, 352)
branch-heading: ஸ்ரீவெங்கடேசபுரம் கிளை (538, 703, 656, 715)
booth-organizer: : செபாஸ்தி, 7/112, ஆலன்கிணறு, புதுக்குளம், சாத்தான்குளம், திருவைகுண்டம், தூத்துக்குடி. (82, 469, 210, 500)
organizer-entry: அமைப்பாளர் : கா.சிவபிரகாசம், 9/67, சங்கரன் குடியிருப்பு, சாத்தான்குளம், திருவைகுண்டம், தூத்துக்குடி. (32, 234, 246, 255)
branch-heading: அம்மன்கோயில் களம் கிளை (760, 895, 893, 907)
booth-organizer: : பாராசூல், 2/44, தெற்குத் தெரு, கருவேலம்பாடு, திருவைகுண்டம், தூத்துக்குடி. (82, 1227, 208, 1258)
organizer-entry: தூத்துக்குடி. (2) செ.தேவசகாயம், 113, கோயில் தெரு, ஆழ்வார்திருநகரி மேற்கு, திருவைகுண்டம், தூத்துக்குடி. (3) ம.ஆல்பர்ட், 199, சாலைப்புதூர், ஆழ்வார்திருநகரி மேற்கு, திருவைகுண்டம், தூத்துக்குடி. (490, 72, 696, 112)
organizer-entry: அமைப்பாளர் : ஆ.மிரான் சாம்சன், 5/345, கீழத்தெரு, மீரான்குளம், திருவைகுண்டம், தூத்துக்குடி. (261, 456, 462, 477)
organizer-entry: துணை அமைப்பாளர்கள் : (1) மு.அஜித்குமார், 3/34, அரியவன் மொழி, அம்பலசேரி, திருவைகுண்டம், தூத்துக்குடி. (2) முகவுமார், 34, அரியவன்மொழி, அம்பலசேரி, திருவைகுண்டம், தூத்துக்குடி. (3) ஏசாம்ராஜ், 125, அரியவன்மொழி, அம்பலசேரி, திருவைகுண்டம், தூத்துக்குடி. (719, 274, 935, 335)
organizer-entry: அமைப்பாளர் : சி.சதீஷ்ராஜா, 4/172, கிழக்குத் தெரு, கண்டுகொண்டான் மாணிக்கம், திருவைகுண்டம், தூத்துக்குடி. (32, 1124, 229, 1155)
booth-number: பாகம்–202 (32, 436, 74, 447)
booth-organizer: : ரா.ஞான சேகர், 93, சாலைப் புதூர், ஆசீர்வாதபுரம், ஸ்ரீ வெங்கடேசபுரம், திருவைகுண்டம், தூத்துக்குடி. (540, 1165, 675, 1196)
page-number-badge: 9 (910, 36, 940, 66)
organizer-entry: துணை அமைப்பாளர்கள் : (1) முஸ்.ரமலின், 1/72, மேலத்தெரு, வசவப்பேரி, தெற்கன்குளம், திருவைகுண்டம், தூத்துக்குடி. (2) ம.ஆத்தியப்பன், 1/10து, மேலத்தெரு, வசவப்பேரி, தேர்க்கன்குளம், திருவைகுண்டம், தூத்துக்குடி. (3) க.கணேசமூர்த்தி, 50, அம்மன் கோயில் தெரு, தெற்கன்குளம், திருவைகுண்டம், தூத்துக்குடி. (261, 709, 472, 780)
organizer-entry: துணை அமைப்பாளர்கள் : (1) வி.முத்துலிங்கம், 5/54, கிழக்குத்தெரு, கட்டாரிமங்கலம், திருவைகுண்டம், தூத்துக்குடி. (2) ம.முருகன்குமார், 5/82, கிழக்குத்தெரு, கட்டாரிமங்கலம், திருவைகுண்டம், தூத்துக்குடி. (3) நவமணி கண்டன், 94, கட்டாரிமங்கலம் கீழூர், திருவைகுண்டம், தூத்துக்குடி. (719, 173, 922, 234)
panchayat-banner (490, 1301, 704, 1317)
